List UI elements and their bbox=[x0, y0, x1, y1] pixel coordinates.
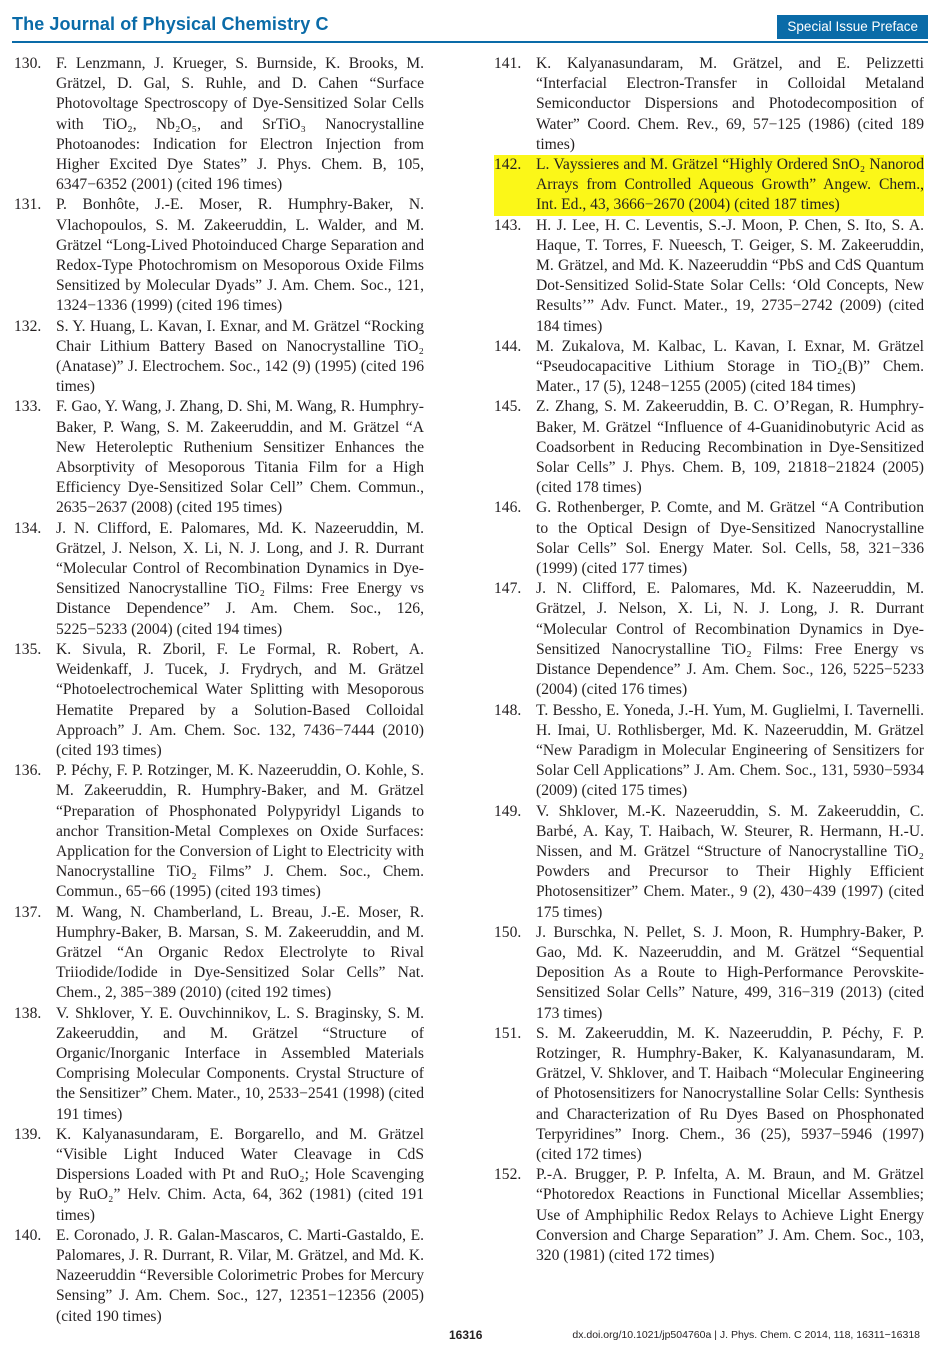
reference-item bbox=[494, 579, 924, 700]
reference-text: P. Péchy, F. P. Rotzinger, M. K. Nazeeruddin, O. Kohle, S. M. Zakeeruddin, R. Humphry-Baker, and M. Grätzel “Preparation of Phosphonated Polypyridyl Ligands to anchor Transition-Metal Complexes on Oxide Surfaces: Application for the Conversion of Light to Electricity with Nanocrystalline TiO₂ Films” J. Chem. Soc., Chem. Commun., 65−66 (1995) (cited 193 times) bbox=[56, 762, 424, 901]
reference-number: 136. bbox=[14, 762, 42, 780]
reference-number: 132. bbox=[14, 317, 42, 335]
reference-text: V. Shklover, Y. E. Ouvchinnikov, L. S. Braginsky, S. M. Zakeeruddin, and M. Grätzel “Structure of Organic/Inorganic Interface in Assembled Materials Comprising Molecular Components. Crystal Structure of the Sensitizer” Chem. Mater., 10, 2533−2541 (1998) (cited 191 times) bbox=[56, 1004, 424, 1123]
reference-item bbox=[14, 1004, 424, 1125]
reference-item bbox=[494, 802, 924, 923]
reference-number: 135. bbox=[14, 640, 42, 658]
reference-item bbox=[14, 1125, 424, 1226]
journal-title: The Journal of Physical Chemistry C bbox=[12, 14, 329, 34]
reference-text: J. N. Clifford, E. Palomares, Md. K. Nazeeruddin, M. Grätzel, J. Nelson, X. Li, N. J. Long, J. R. Durrant “Molecular Control of Recombination Dynamics in Dye-Sensitized Nanocrystalline TiO₂ Films: Free Energy vs Distance Dependence” J. Am. Chem. Soc., 126, 5225−5233 (2004) (cited 176 times) bbox=[536, 580, 924, 699]
reference-number: 146. bbox=[494, 499, 522, 517]
reference-text: Z. Zhang, S. M. Zakeeruddin, B. C. O’Regan, R. Humphry-Baker, M. Grätzel “Influence of 4-Guanidinobutyric Acid as Coadsorbent in Reducing Recombination in Dye-Sensitized Solar Cells” J. Phys. Chem. B, 109, 21818−21824 (2005) (cited 178 times) bbox=[536, 398, 924, 497]
reference-number: 131. bbox=[14, 196, 42, 214]
reference-number: 139. bbox=[14, 1125, 42, 1143]
reference-number: 148. bbox=[494, 701, 522, 719]
doi-citation: dx.doi.org/10.1021/jp504760a | J. Phys. Chem. C 2014, 118, 16311−16318 bbox=[572, 1329, 920, 1341]
header-rule bbox=[12, 41, 928, 43]
reference-number: 144. bbox=[494, 337, 522, 355]
reference-text: V. Shklover, M.-K. Nazeeruddin, S. M. Zakeeruddin, C. Barbé, A. Kay, T. Haibach, W. Steurer, R. Hermann, H.-U. Nissen, and M. Grätzel “Structure of Nanocrystalline TiO₂ Powders and Precursor to Their Highly Efficient Photosensitizer” Chem. Mater., 9 (2), 430−439 (1997) (cited 175 times) bbox=[536, 802, 924, 921]
section-badge: Special Issue Preface bbox=[777, 15, 928, 39]
reference-number: 151. bbox=[494, 1024, 522, 1042]
reference-item bbox=[14, 195, 424, 316]
reference-number: 137. bbox=[14, 903, 42, 921]
page-footer bbox=[0, 1326, 940, 1346]
reference-text: S. M. Zakeeruddin, M. K. Nazeeruddin, P. Péchy, F. P. Rotzinger, R. Humphry-Baker, K. Kalyanasundaram, M. Grätzel, V. Shklover, and T. Haibach “Molecular Engineering of Photosensitizers for Nanocrystalline Solar Cells: Synthesis and Characterization of Ru Dyes Based on Phosphonated Terpyridines” Inorg. Chem., 36 (25), 5937−5946 (1997) (cited 172 times) bbox=[536, 1024, 924, 1163]
reference-text: S. Y. Huang, L. Kavan, I. Exnar, and M. Grätzel “Rocking Chair Lithium Battery Based on Nanocrystalline TiO₂ (Anatase)” J. Electrochem. Soc., 142 (9) (1995) (cited 196 times) bbox=[56, 317, 424, 396]
reference-number: 140. bbox=[14, 1226, 42, 1244]
reference-item bbox=[14, 54, 424, 195]
reference-text: J. Burschka, N. Pellet, S. J. Moon, R. Humphry-Baker, P. Gao, Md. K. Nazeeruddin, and M. Grätzel “Sequential Deposition As a Route to High-Performance Perovskite-Sensitized Solar Cells” Nature, 499, 316−319 (2013) (cited 173 times) bbox=[536, 923, 924, 1022]
reference-item bbox=[14, 640, 424, 761]
reference-text: M. Zukalova, M. Kalbac, L. Kavan, I. Exnar, M. Grätzel “Pseudocapacitive Lithium Storage in TiO₂(B)” Chem. Mater., 17 (5), 1248−1255 (2005) (cited 184 times) bbox=[536, 337, 924, 396]
reference-text: L. Vayssieres and M. Grätzel “Highly Ordered SnO₂ Nanorod Arrays from Controlled Aqueous Growth” Angew. Chem., Int. Ed., 43, 3666−2670 (2004) (cited 187 times) bbox=[536, 155, 924, 216]
reference-number: 142. bbox=[494, 155, 536, 216]
reference-number: 141. bbox=[494, 55, 522, 72]
reference-text: F. Gao, Y. Wang, J. Zhang, D. Shi, M. Wang, R. Humphry-Baker, P. Wang, S. M. Zakeeruddin, and M. Grätzel “A New Heteroleptic Ruthenium Sensitizer Enhances the Absorptivity of Mesoporous Titania Film for a High Efficiency Dye-Sensitized Solar Cell” Chem. Commun., 2635−2637 (2008) (cited 195 times) bbox=[56, 398, 424, 517]
reference-column-right bbox=[494, 54, 924, 1266]
reference-number: 145. bbox=[494, 398, 522, 416]
reference-item bbox=[14, 761, 424, 902]
reference-item bbox=[494, 397, 924, 498]
reference-item bbox=[14, 519, 424, 640]
reference-number: 150. bbox=[494, 923, 522, 941]
reference-item bbox=[494, 701, 924, 802]
reference-text: T. Bessho, E. Yoneda, J.-H. Yum, M. Guglielmi, I. Tavernelli. H. Imai, U. Rothlisberger, Md. K. Nazeeruddin, M. Grätzel “New Paradigm in Molecular Engineering of Sensitizers for Solar Cell Applications” J. Am. Chem. Soc., 131, 5930−5934 (2009) (cited 175 times) bbox=[536, 701, 924, 800]
highlighted-reference-item bbox=[494, 155, 924, 216]
reference-number: 133. bbox=[14, 398, 42, 416]
reference-item bbox=[14, 903, 424, 1004]
reference-number: 134. bbox=[14, 519, 42, 537]
page-number: 16316 bbox=[449, 1328, 483, 1342]
reference-text: K. Sivula, R. Zboril, F. Le Formal, R. Robert, A. Weidenkaff, J. Tucek, J. Frydrych, and M. Grätzel “Photoelectrochemical Water Splitting with Mesoporous Hematite Prepared by a Solution-Based Colloidal Approach” J. Am. Chem. Soc. 132, 7436−7444 (2010) (cited 193 times) bbox=[56, 640, 424, 759]
page-header bbox=[0, 0, 940, 46]
reference-item bbox=[494, 337, 924, 398]
reference-text: M. Wang, N. Chamberland, L. Breau, J.-E. Moser, R. Humphry-Baker, B. Marsan, S. M. Zakeeruddin, and M. Grätzel “An Organic Redox Electrolyte to Rival Triiodide/Iodide in Dye-Sensitized Solar Cells” Nat. Chem., 2, 385−389 (2010) (cited 192 times) bbox=[56, 903, 424, 1002]
reference-number: 147. bbox=[494, 580, 522, 598]
reference-number: 130. bbox=[14, 55, 42, 72]
reference-text: G. Rothenberger, P. Comte, and M. Grätzel “A Contribution to the Optical Design of Dye-Sensitized Nanocrystalline Solar Cells” Sol. Energy Mater. Sol. Cells, 58, 321−336 (1999) (cited 177 times) bbox=[536, 499, 924, 578]
reference-text: K. Kalyanasundaram, M. Grätzel, and E. Pelizzetti “Interfacial Electron-Transfer in Colloidal Metaland Semiconductor Dispersions and Photodecomposition of Water” Coord. Chem. Rev., 69, 57−125 (1986) (cited 189 times) bbox=[536, 55, 924, 153]
reference-text: K. Kalyanasundaram, E. Borgarello, and M. Grätzel “Visible Light Induced Water Cleavage in CdS Dispersions Loaded with Pt and RuO₂; Hole Scavenging by RuO₂” Helv. Chim. Acta, 64, 362 (1981) (cited 191 times) bbox=[56, 1125, 424, 1224]
reference-item bbox=[494, 54, 924, 155]
reference-text: J. N. Clifford, E. Palomares, Md. K. Nazeeruddin, M. Grätzel, J. Nelson, X. Li, N. J. Long, and J. R. Durrant “Molecular Control of Recombination Dynamics in Dye-Sensitized Nanocrystalline TiO₂ Films: Free Energy vs Distance Dependence” J. Am. Chem. Soc., 126, 5225−5233 (2004) (cited 194 times) bbox=[56, 519, 424, 638]
reference-item bbox=[494, 216, 924, 337]
reference-text: F. Lenzmann, J. Krueger, S. Burnside, K. Brooks, M. Grätzel, D. Gal, S. Ruhle, and D. Cahen “Surface Photovoltage Spectroscopy of Dye-Sensitized Solar Cells with TiO₂, Nb₂O₅, and SrTiO₃ Nanocrystalline Photoanodes: Indication for Electron Injection from Higher Excited Dye States” J. Phys. Chem. B, 105, 6347−6352 (2001) (cited 196 times) bbox=[56, 55, 424, 194]
reference-item bbox=[14, 397, 424, 518]
reference-column-left bbox=[14, 54, 424, 1327]
reference-text: E. Coronado, J. R. Galan-Mascaros, C. Marti-Gastaldo, E. Palomares, J. R. Durrant, R. Vilar, M. Grätzel, and Md. K. Nazeeruddin “Reversible Colorimetric Probes for Mercury Sensing” J. Am. Chem. Soc., 127, 12351−12356 (2005) (cited 190 times) bbox=[56, 1226, 424, 1325]
reference-text: P. Bonhôte, J.-E. Moser, R. Humphry-Baker, N. Vlachopoulos, S. M. Zakeeruddin, L. Walder, and M. Grätzel “Long-Lived Photoinduced Charge Separation and Redox-Type Photochromism on Mesoporous Oxide Films Sensitized by Molecular Dyads” J. Am. Chem. Soc., 121, 1324−1336 (1999) (cited 196 times) bbox=[56, 196, 424, 315]
reference-text: H. J. Lee, H. C. Leventis, S.-J. Moon, P. Chen, S. Ito, S. A. Haque, T. Torres, F. Nueesch, T. Geiger, S. M. Zakeeruddin, M. Grätzel, and Md. K. Nazeeruddin “PbS and CdS Quantum Dot-Sensitized Solid-State Solar Cells: ‘Old Concepts, New Results’” Adv. Funct. Mater., 19, 2735−2742 (2009) (cited 184 times) bbox=[536, 216, 924, 335]
reference-item bbox=[14, 1226, 424, 1327]
reference-item bbox=[14, 317, 424, 398]
reference-item bbox=[494, 1024, 924, 1165]
reference-item bbox=[494, 498, 924, 579]
reference-text: P.-A. Brugger, P. P. Infelta, A. M. Braun, and M. Grätzel “Photoredox Reactions in Functional Micellar Assemblies; Use of Amphiphilic Redox Relays to Achieve Light Energy Conversion and Charge Separation” J. Am. Chem. Soc., 103, 320 (1981) (cited 172 times) bbox=[536, 1166, 924, 1264]
reference-number: 152. bbox=[494, 1166, 522, 1184]
reference-number: 138. bbox=[14, 1004, 42, 1022]
reference-number: 143. bbox=[494, 216, 522, 234]
reference-item bbox=[494, 1165, 924, 1266]
reference-number: 149. bbox=[494, 802, 522, 820]
reference-item bbox=[494, 923, 924, 1024]
